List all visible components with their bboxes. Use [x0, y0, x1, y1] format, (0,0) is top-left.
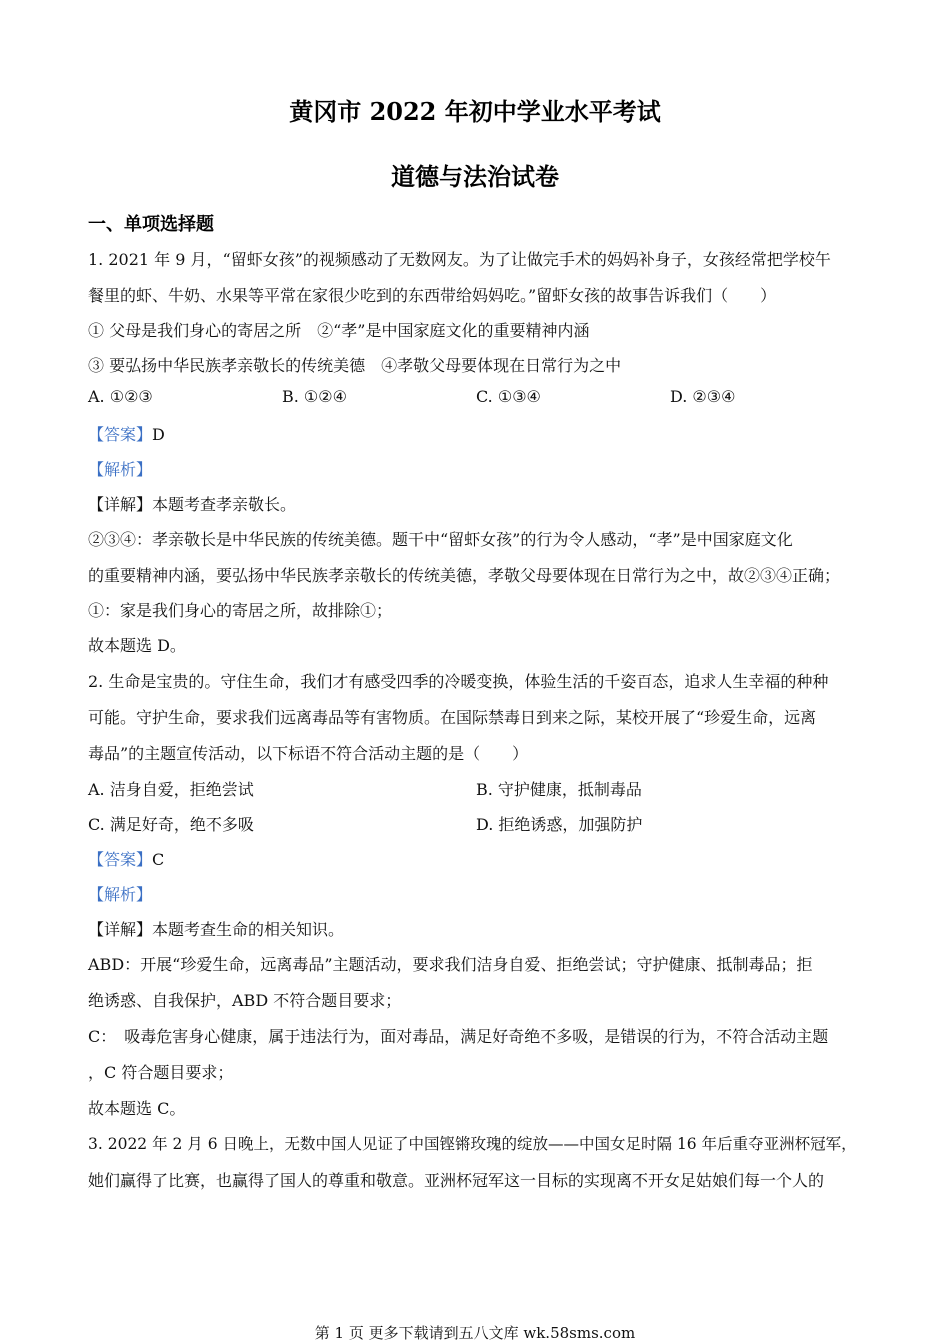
q1-option-c: C. ①③④ [476, 387, 541, 406]
q1-conclusion: 故本题选 D。 [88, 636, 186, 655]
q2-stem-line-1: 2. 生命是宝贵的。守住生命，我们才有感受四季的冷暖变换，体验生活的千姿百态，追求人生幸福的种种 [88, 672, 829, 691]
page-footer: 第 1 页 更多下载请到五八文库 wk.58sms.com [314, 1324, 636, 1342]
q1-explanation-line-3: ①：家是我们身心的寄居之所，故排除①； [88, 601, 393, 620]
q2-stem-line-3: 毒品”的主题宣传活动，以下标语不符合活动主题的是（ ） [88, 744, 529, 763]
q1-option-a: A. ①②③ [88, 387, 153, 406]
q2-detail: 【详解】本题考查生命的相关知识。 [88, 920, 345, 939]
q2-answer-value: C [152, 850, 165, 869]
q1-statements-line-1: ① 父母是我们身心的寄居之所 ②“孝”是中国家庭文化的重要精神内涵 [88, 321, 590, 340]
q1-statements-line-2: ③ 要弘扬中华民族孝亲敬长的传统美德 ④孝敬父母要体现在日常行为之中 [88, 356, 622, 375]
q1-option-b: B. ①②④ [282, 387, 347, 406]
q2-stem-line-2: 可能。守护生命，要求我们远离毒品等有害物质。在国际禁毒日到来之际，某校开展了“珍爱生命，远离 [88, 708, 817, 727]
q1-answer-value: D [152, 425, 165, 444]
q2-analysis-tag: 【解析】 [88, 885, 153, 904]
q1-explanation-line-1: ②③④：孝亲敬长是中华民族的传统美德。题干中“留虾女孩”的行为令人感动，“孝”是中国家庭文化 [88, 530, 793, 549]
q2-option-b: B. 守护健康，抵制毒品 [476, 780, 642, 799]
q2-explanation-line-1: ABD：开展“珍爱生命，远离毒品”主题活动，要求我们洁身自爱、拒绝尝试；守护健康、抵制毒品；拒 [88, 955, 813, 974]
q1-explanation-line-2: 的重要精神内涵，要弘扬中华民族孝亲敬长的传统美德，孝敬父母要体现在日常行为之中，故②③④正确； [88, 566, 841, 585]
q2-explanation-line-2: 绝诱惑、自我保护，ABD 不符合题目要求； [88, 991, 402, 1010]
q1-answer [88, 422, 165, 445]
answer-tag: 【答案】 [88, 425, 153, 444]
q2-option-a: A. 洁身自爱，拒绝尝试 [88, 780, 254, 799]
q2-option-d: D. 拒绝诱惑，加强防护 [476, 815, 643, 834]
exam-subtitle: 道德与法治试卷 [391, 162, 559, 191]
q1-stem-line-1: 1. 2021 年 9 月，“留虾女孩”的视频感动了无数网友。为了让做完手术的妈妈补身子，女孩经常把学校午 [88, 250, 831, 269]
q2-answer [88, 847, 164, 870]
q2-conclusion: 故本题选 C。 [88, 1099, 186, 1118]
answer-tag: 【答案】 [88, 850, 153, 869]
q1-detail: 【详解】本题考查孝亲敬长。 [88, 495, 297, 514]
q3-stem-line-2: 她们赢得了比赛，也赢得了国人的尊重和敬意。亚洲杯冠军这一目标的实现离不开女足姑娘们每一个人的 [88, 1171, 825, 1190]
q1-stem-line-2: 餐里的虾、牛奶、水果等平常在家很少吃到的东西带给妈妈吃。”留虾女孩的故事告诉我们（ ） [88, 286, 777, 305]
q2-explanation-line-4: ，C 符合题目要求； [88, 1063, 234, 1082]
q2-option-c: C. 满足好奇，绝不多吸 [88, 815, 254, 834]
q2-explanation-line-3: C： 吸毒危害身心健康，属于违法行为，面对毒品，满足好奇绝不多吸，是错误的行为，不符合活动主题 [88, 1027, 829, 1046]
exam-title: 黄冈市 2022 年初中学业水平考试 [289, 97, 661, 126]
q1-analysis-tag: 【解析】 [88, 460, 153, 479]
q3-stem-line-1: 3. 2022 年 2 月 6 日晚上，无数中国人见证了中国铿锵玫瑰的绽放——中国女足时隔 16 年后重夺亚洲杯冠军， [88, 1135, 857, 1153]
section-heading: 一、单项选择题 [88, 214, 214, 235]
q1-option-d: D. ②③④ [670, 387, 736, 406]
